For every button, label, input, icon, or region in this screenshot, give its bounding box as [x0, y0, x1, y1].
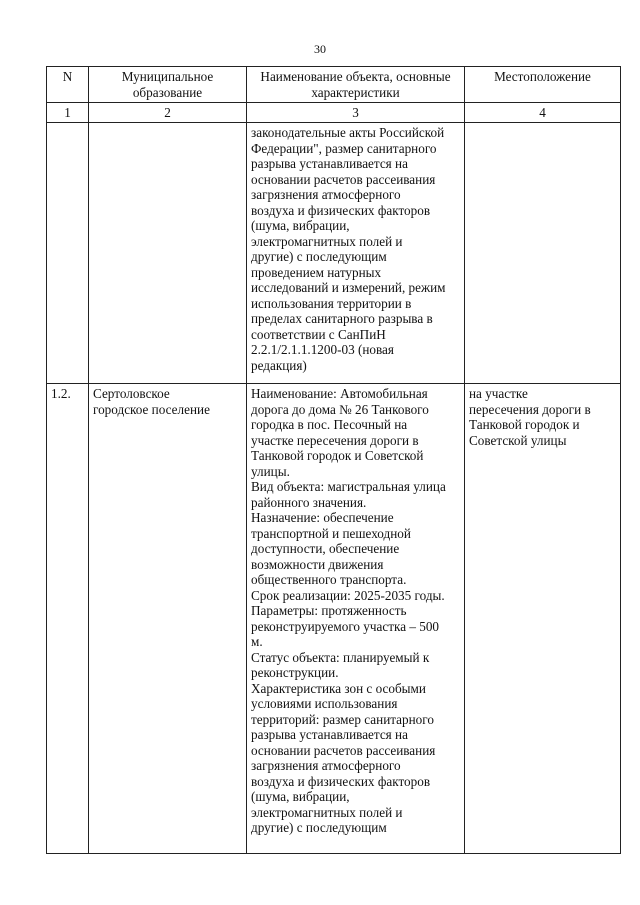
header-number: N	[47, 67, 89, 103]
page-number: 30	[314, 42, 326, 56]
column-index: 3	[247, 103, 465, 123]
row-location: на участке пересечения дороги в Танковой городок и Советской улицы	[465, 384, 621, 854]
objects-table	[46, 66, 621, 854]
row-description: законодательные акты Российской Федерации", размер санитарного разрыва устанавливается на основании расчетов рассеивания загрязнения атмосферного воздуха и физических факторов (шума, вибрации, электромагнитных полей и другие) с последующим проведением натурных исследований и измерений, режим использования территории в пределах санитарного разрыва в соответствии с СанПиН 2.2.1/2.1.1.1200-03 (новая редакция)	[247, 123, 465, 384]
row-number: 1.2.	[47, 384, 89, 854]
row-number	[47, 123, 89, 384]
table-header-row	[47, 67, 621, 103]
column-index: 4	[465, 103, 621, 123]
header-location: Местоположение	[465, 67, 621, 103]
header-municipality: Муниципальное образование	[89, 67, 247, 103]
row-location	[465, 123, 621, 384]
column-index: 1	[47, 103, 89, 123]
header-object-description: Наименование объекта, основные характеристики	[247, 67, 465, 103]
column-index: 2	[89, 103, 247, 123]
row-municipality: Сертоловское городское поселение	[89, 384, 247, 854]
table-row	[47, 384, 621, 854]
row-municipality	[89, 123, 247, 384]
table-row	[47, 123, 621, 384]
row-description: Наименование: Автомобильная дорога до дома № 26 Танкового городка в пос. Песочный на участке пересечения дороги в Танковой городок и Советской улицы. Вид объекта: магистральная улица районного значения. Назначение: обеспечение транспортной и пешеходной доступности, обеспечение возможности движения общественного транспорта. Срок реализации: 2025-2035 годы. Параметры: протяженность реконструируемого участка – 500 м. Статус объекта: планируемый к реконструкции. Характеристика зон с особыми условиями использования территорий: размер санитарного разрыва устанавливается на основании расчетов рассеивания загрязнения атмосферного воздуха и физических факторов (шума, вибрации, электромагнитных полей и другие) с последующим	[247, 384, 465, 854]
column-index-row	[47, 103, 621, 123]
